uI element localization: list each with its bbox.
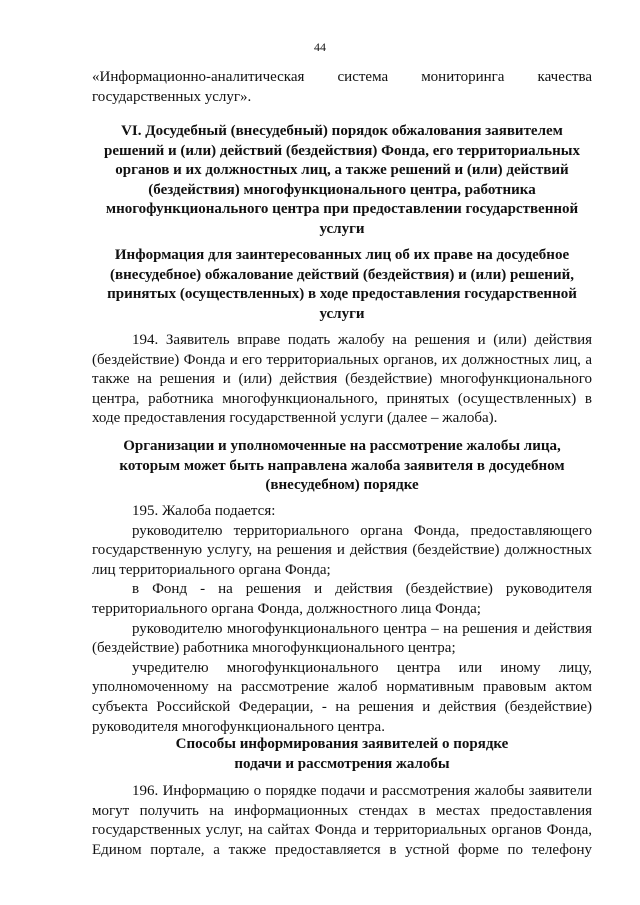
list-item: учредителю многофункционального центра или иному лицу, уполномоченному на рассмотрение жалоб нормативным правовым актом субъекта Российской Федерации, - на решения и действия (бездействие) руководителя многофункционального центра.	[92, 659, 592, 735]
paragraph-194: 194. Заявитель вправе подать жалобу на решения и (или) действия (бездействие) Фонда и его территориальных органов, их должностных лиц, а также на решения и (или) действия (бездействие) многофункционального центра, работника многофункционального, принятых (осуществленных) в ходе предоставления государственной услуги (далее – жалоба).	[92, 332, 592, 427]
list-item: руководителю многофункционального центра – на решения и действия (бездействие) работника многофункционального центра;	[92, 620, 592, 657]
paragraph-196-block	[92, 782, 592, 860]
organizations-subheading: Организации и уполномоченные на рассмотрение жалобы лица, которым может быть направлена жалоба заявителя в досудебном (внесудебном) порядке	[119, 438, 565, 494]
paragraph-195: 195. Жалоба подается:	[132, 503, 276, 519]
methods-heading-block	[152, 735, 532, 774]
page-number: 44	[314, 40, 326, 54]
info-subheading: Информация для заинтересованных лиц об их праве на досудебное (внесудебное) обжалование действий (бездействия) и (или) решений, принятых (осуществленных) в ходе предоставления государственной услуги	[107, 247, 577, 322]
section-heading: VI. Досудебный (внесудебный) порядок обжалования заявителем решений и (или) действий (бездействия) Фонда, его территориальных органов и их должностных лиц, а также решений и (или) действий (бездействия) многофункционального центра, работника многофункционального центра при предоставлении государственной услуги	[104, 123, 580, 237]
info-heading-block	[98, 246, 586, 324]
intro-block	[92, 68, 592, 107]
section-heading-block	[102, 122, 582, 240]
list-item: в Фонд - на решения и действия (бездействие) руководителя территориального органа Фонда, должностного лица Фонда;	[92, 581, 592, 617]
paragraph-195-block	[92, 502, 592, 737]
methods-subheading: Способы информирования заявителей о порядке подачи и рассмотрения жалобы	[175, 736, 509, 772]
paragraph-196: 196. Информацию о порядке подачи и рассмотрения жалобы заявители могут получить на информационных стендах в местах предоставления государственных услуг, на сайтах Фонда и территориальных органов Фонда, Едином портале, а также предоставляется в устной форме по телефону	[92, 783, 592, 858]
organizations-heading-block	[116, 437, 568, 496]
intro-paragraph: «Информационно-аналитическая система мониторинга качества государственных услуг».	[92, 69, 592, 105]
list-item: руководителю территориального органа Фонда, предоставляющего государственную услугу, на решения и действия (бездействие) должностных лиц территориального органа Фонда;	[92, 522, 592, 578]
paragraph-194-block	[92, 331, 592, 429]
